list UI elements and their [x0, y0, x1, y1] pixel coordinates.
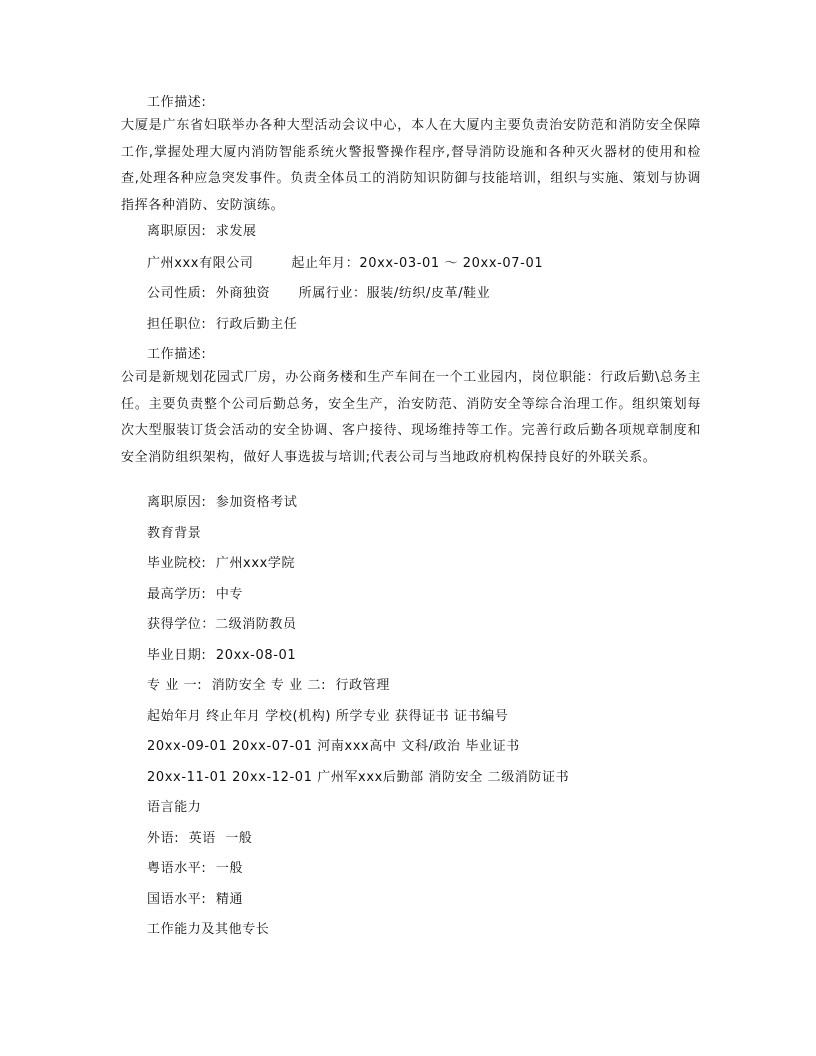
job1-description-text: 大厦是广东省妇联举办各种大型活动会议中心，本人在大厦内主要负责治安防范和消防安全保障工作,掌握处理大厦内消防智能系统火警报警操作程序,督导消防设施和各种灭火器材的使用和检查,处理各种应急突发事件。负责全体员工的消防知识防御与技能培训，组织与实施、策划与协调指挥各种消防、安防演练。 — [121, 118, 701, 213]
education-school: 毕业院校: 广州xxx学院 — [147, 556, 296, 571]
job1-description-label: 工作描述: — [147, 95, 207, 110]
job2-leave-reason: 离职原因: 参加资格考试 — [147, 495, 298, 510]
education-row-2: 20xx-11-01 20xx-12-01 广州军xxx后勤部 消防安全 二级消防证书 — [147, 770, 570, 785]
language-mandarin: 国语水平: 精通 — [147, 892, 244, 907]
education-degree: 获得学位：二级消防教员 — [147, 617, 297, 632]
education-highest-degree: 最高学历: 中专 — [147, 587, 244, 602]
education-row-1: 20xx-09-01 20xx-07-01 河南xxx高中 文科/政治 毕业证书 — [147, 739, 520, 754]
language-heading: 语言能力 — [147, 800, 202, 815]
job2-position: 担任职位: 行政后勤主任 — [147, 317, 298, 332]
job1-leave-reason: 离职原因: 求发展 — [147, 224, 257, 239]
education-heading: 教育背景 — [147, 526, 202, 541]
job2-company-period: 广州xxx有限公司 起止年月：20xx-03-01 ～ 20xx-07-01 — [147, 256, 544, 271]
education-table-header: 起始年月 终止年月 学校(机构) 所学专业 获得证书 证书编号 — [147, 709, 509, 724]
education-grad-date: 毕业日期: 20xx-08-01 — [147, 648, 297, 663]
education-majors: 专 业 一: 消防安全 专 业 二: 行政管理 — [147, 678, 390, 693]
job2-nature-industry: 公司性质: 外商独资 所属行业：服装/纺织/皮革/鞋业 — [147, 286, 491, 301]
language-cantonese: 粤语水平: 一般 — [147, 861, 244, 876]
skills-heading: 工作能力及其他专长 — [147, 922, 270, 937]
job2-description-text: 公司是新规划花园式厂房，办公商务楼和生产车间在一个工业园内，岗位职能：行政后勤\总务主任。主要负责整个公司后勤总务，安全生产，治安防范、消防安全等综合治理工作。组织策划每次大型服装订货会活动的安全协调、客户接待、现场维持等工作。完善行政后勤各项规章制度和安全消防组织架构，做好人事选拔与培训;代表公司与当地政府机构保持良好的外联关系。 — [121, 370, 701, 465]
language-foreign: 外语: 英语 一般 — [147, 831, 253, 846]
job2-description-label: 工作描述: — [147, 347, 207, 362]
